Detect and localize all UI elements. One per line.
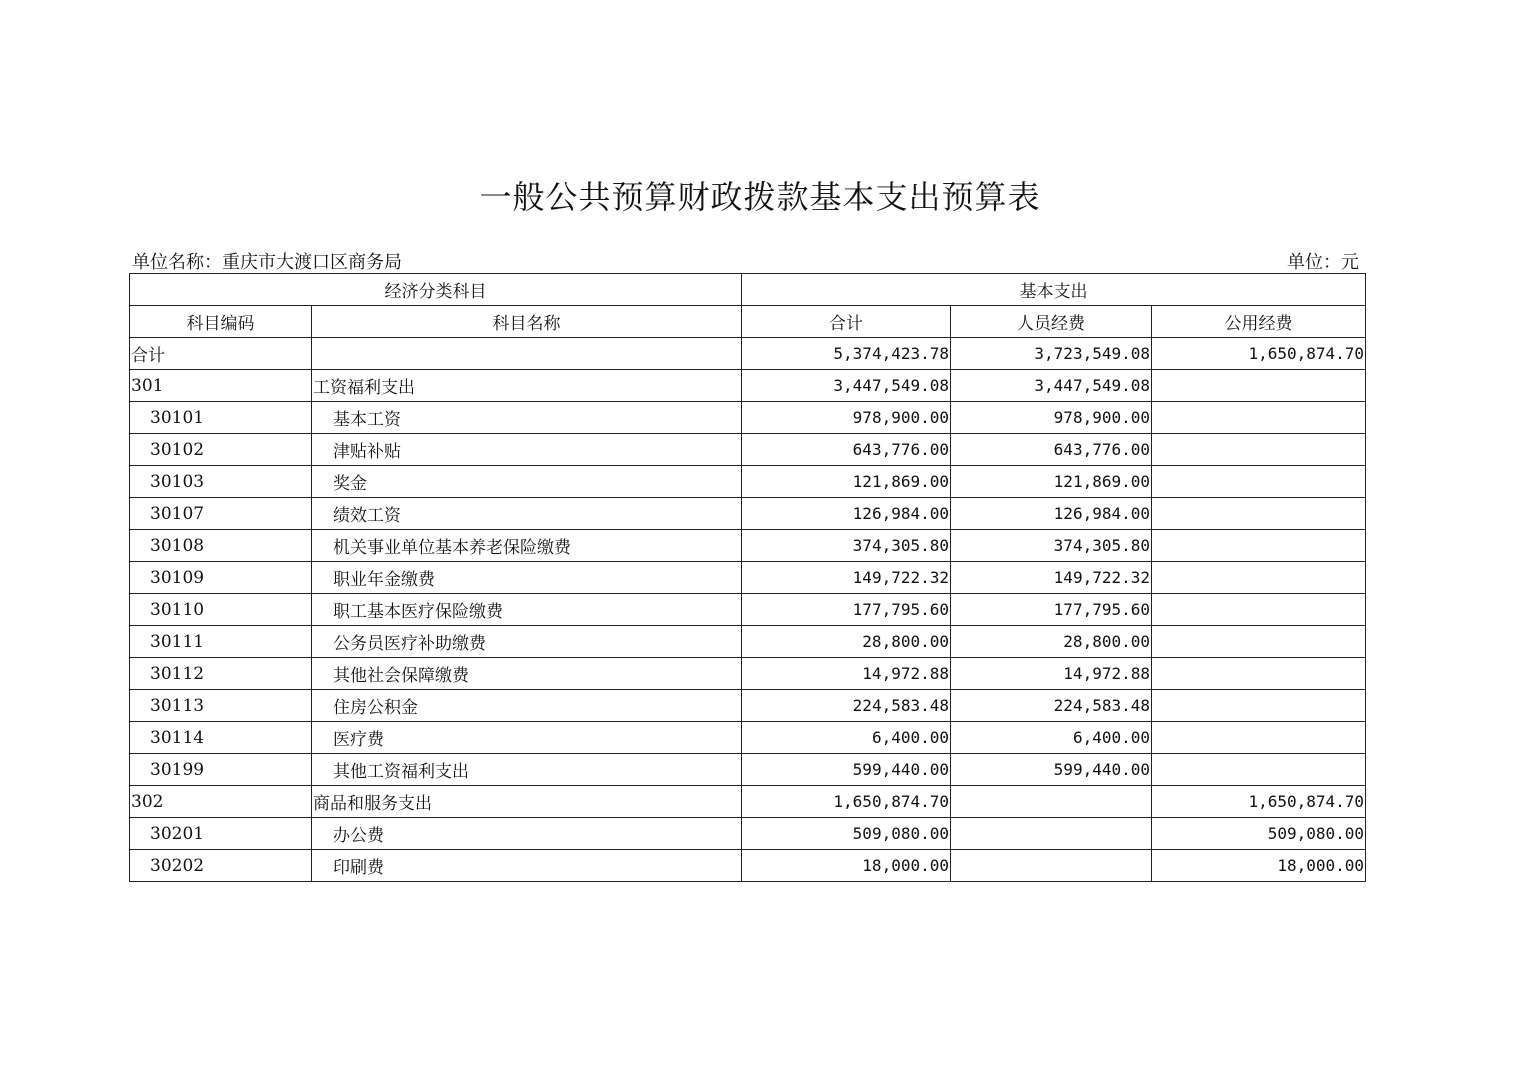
- cell-personnel: [951, 786, 1152, 818]
- cell-public: [1152, 594, 1366, 626]
- cell-total: 14,972.88: [742, 658, 951, 690]
- table-row: [130, 626, 1366, 658]
- cell-personnel: 14,972.88: [951, 658, 1152, 690]
- cell-name: 工资福利支出: [312, 370, 742, 402]
- cell-personnel: 3,447,549.08: [951, 370, 1152, 402]
- cell-total: 1,650,874.70: [742, 786, 951, 818]
- table-row: [130, 690, 1366, 722]
- cell-personnel: 374,305.80: [951, 530, 1152, 562]
- budget-table: [129, 273, 1366, 882]
- cell-name: 其他工资福利支出: [312, 754, 742, 786]
- cell-code: 30107: [130, 498, 312, 530]
- cell-personnel: [951, 850, 1152, 882]
- cell-public: [1152, 690, 1366, 722]
- cell-name: 公务员医疗补助缴费: [312, 626, 742, 658]
- table-row: [130, 402, 1366, 434]
- cell-code: 30111: [130, 626, 312, 658]
- table-row: [130, 594, 1366, 626]
- cell-public: [1152, 498, 1366, 530]
- table-body: [130, 338, 1366, 882]
- cell-public: 1,650,874.70: [1152, 338, 1366, 370]
- column-header-name: 科目名称: [312, 306, 742, 338]
- cell-name: [312, 338, 742, 370]
- cell-code: 30110: [130, 594, 312, 626]
- cell-name: 医疗费: [312, 722, 742, 754]
- cell-total: 374,305.80: [742, 530, 951, 562]
- cell-name: 职业年金缴费: [312, 562, 742, 594]
- cell-name: 商品和服务支出: [312, 786, 742, 818]
- cell-public: [1152, 754, 1366, 786]
- cell-code: 301: [130, 370, 312, 402]
- cell-name: 机关事业单位基本养老保险缴费: [312, 530, 742, 562]
- cell-public: [1152, 658, 1366, 690]
- table-row: [130, 498, 1366, 530]
- cell-public: [1152, 722, 1366, 754]
- cell-code: 30109: [130, 562, 312, 594]
- table-row: [130, 466, 1366, 498]
- group-header-economic-category: 经济分类科目: [130, 274, 742, 306]
- cell-public: [1152, 434, 1366, 466]
- cell-name: 住房公积金: [312, 690, 742, 722]
- cell-name: 办公费: [312, 818, 742, 850]
- cell-personnel: 6,400.00: [951, 722, 1152, 754]
- cell-public: [1152, 466, 1366, 498]
- cell-personnel: 599,440.00: [951, 754, 1152, 786]
- cell-name: 绩效工资: [312, 498, 742, 530]
- cell-name: 印刷费: [312, 850, 742, 882]
- cell-total: 126,984.00: [742, 498, 951, 530]
- column-header-row: [130, 306, 1366, 338]
- cell-code: 30101: [130, 402, 312, 434]
- cell-total: 643,776.00: [742, 434, 951, 466]
- table-row: [130, 722, 1366, 754]
- cell-public: 18,000.00: [1152, 850, 1366, 882]
- cell-code: 302: [130, 786, 312, 818]
- cell-total: 6,400.00: [742, 722, 951, 754]
- currency-unit-label: 单位：元: [1287, 252, 1359, 273]
- table-row: [130, 754, 1366, 786]
- cell-personnel: 3,723,549.08: [951, 338, 1152, 370]
- cell-total: 599,440.00: [742, 754, 951, 786]
- cell-public: [1152, 370, 1366, 402]
- cell-public: 509,080.00: [1152, 818, 1366, 850]
- table-row: [130, 786, 1366, 818]
- column-header-total: 合计: [742, 306, 951, 338]
- table-row: [130, 530, 1366, 562]
- cell-personnel: 177,795.60: [951, 594, 1152, 626]
- cell-total: 18,000.00: [742, 850, 951, 882]
- cell-total: 978,900.00: [742, 402, 951, 434]
- cell-personnel: 978,900.00: [951, 402, 1152, 434]
- group-header-row: [130, 274, 1366, 306]
- column-header-personnel: 人员经费: [951, 306, 1152, 338]
- column-header-public: 公用经费: [1152, 306, 1366, 338]
- cell-code: 30103: [130, 466, 312, 498]
- cell-personnel: 121,869.00: [951, 466, 1152, 498]
- table-row: [130, 850, 1366, 882]
- unit-name-label: 单位名称：重庆市大渡口区商务局: [132, 252, 402, 273]
- cell-code: 30199: [130, 754, 312, 786]
- table-row: [130, 434, 1366, 466]
- cell-public: [1152, 562, 1366, 594]
- cell-public: [1152, 626, 1366, 658]
- cell-total: 3,447,549.08: [742, 370, 951, 402]
- cell-total: 509,080.00: [742, 818, 951, 850]
- cell-total: 149,722.32: [742, 562, 951, 594]
- cell-personnel: 28,800.00: [951, 626, 1152, 658]
- cell-total: 224,583.48: [742, 690, 951, 722]
- cell-code: 合计: [130, 338, 312, 370]
- cell-public: [1152, 402, 1366, 434]
- table-row: [130, 818, 1366, 850]
- cell-code: 30114: [130, 722, 312, 754]
- cell-code: 30202: [130, 850, 312, 882]
- cell-personnel: 224,583.48: [951, 690, 1152, 722]
- cell-code: 30113: [130, 690, 312, 722]
- cell-public: 1,650,874.70: [1152, 786, 1366, 818]
- table-row: [130, 562, 1366, 594]
- cell-code: 30108: [130, 530, 312, 562]
- cell-name: 其他社会保障缴费: [312, 658, 742, 690]
- table-row: [130, 370, 1366, 402]
- cell-code: 30102: [130, 434, 312, 466]
- cell-personnel: 149,722.32: [951, 562, 1152, 594]
- table-row: [130, 658, 1366, 690]
- table-row: [130, 338, 1366, 370]
- cell-total: 121,869.00: [742, 466, 951, 498]
- cell-personnel: 126,984.00: [951, 498, 1152, 530]
- cell-name: 基本工资: [312, 402, 742, 434]
- cell-total: 177,795.60: [742, 594, 951, 626]
- cell-name: 津贴补贴: [312, 434, 742, 466]
- cell-code: 30112: [130, 658, 312, 690]
- page-title: 一般公共预算财政拨款基本支出预算表: [479, 178, 1041, 216]
- cell-total: 5,374,423.78: [742, 338, 951, 370]
- cell-total: 28,800.00: [742, 626, 951, 658]
- cell-code: 30201: [130, 818, 312, 850]
- cell-name: 奖金: [312, 466, 742, 498]
- group-header-basic-expenditure: 基本支出: [742, 274, 1366, 306]
- cell-public: [1152, 530, 1366, 562]
- cell-personnel: [951, 818, 1152, 850]
- cell-personnel: 643,776.00: [951, 434, 1152, 466]
- cell-name: 职工基本医疗保险缴费: [312, 594, 742, 626]
- column-header-code: 科目编码: [130, 306, 312, 338]
